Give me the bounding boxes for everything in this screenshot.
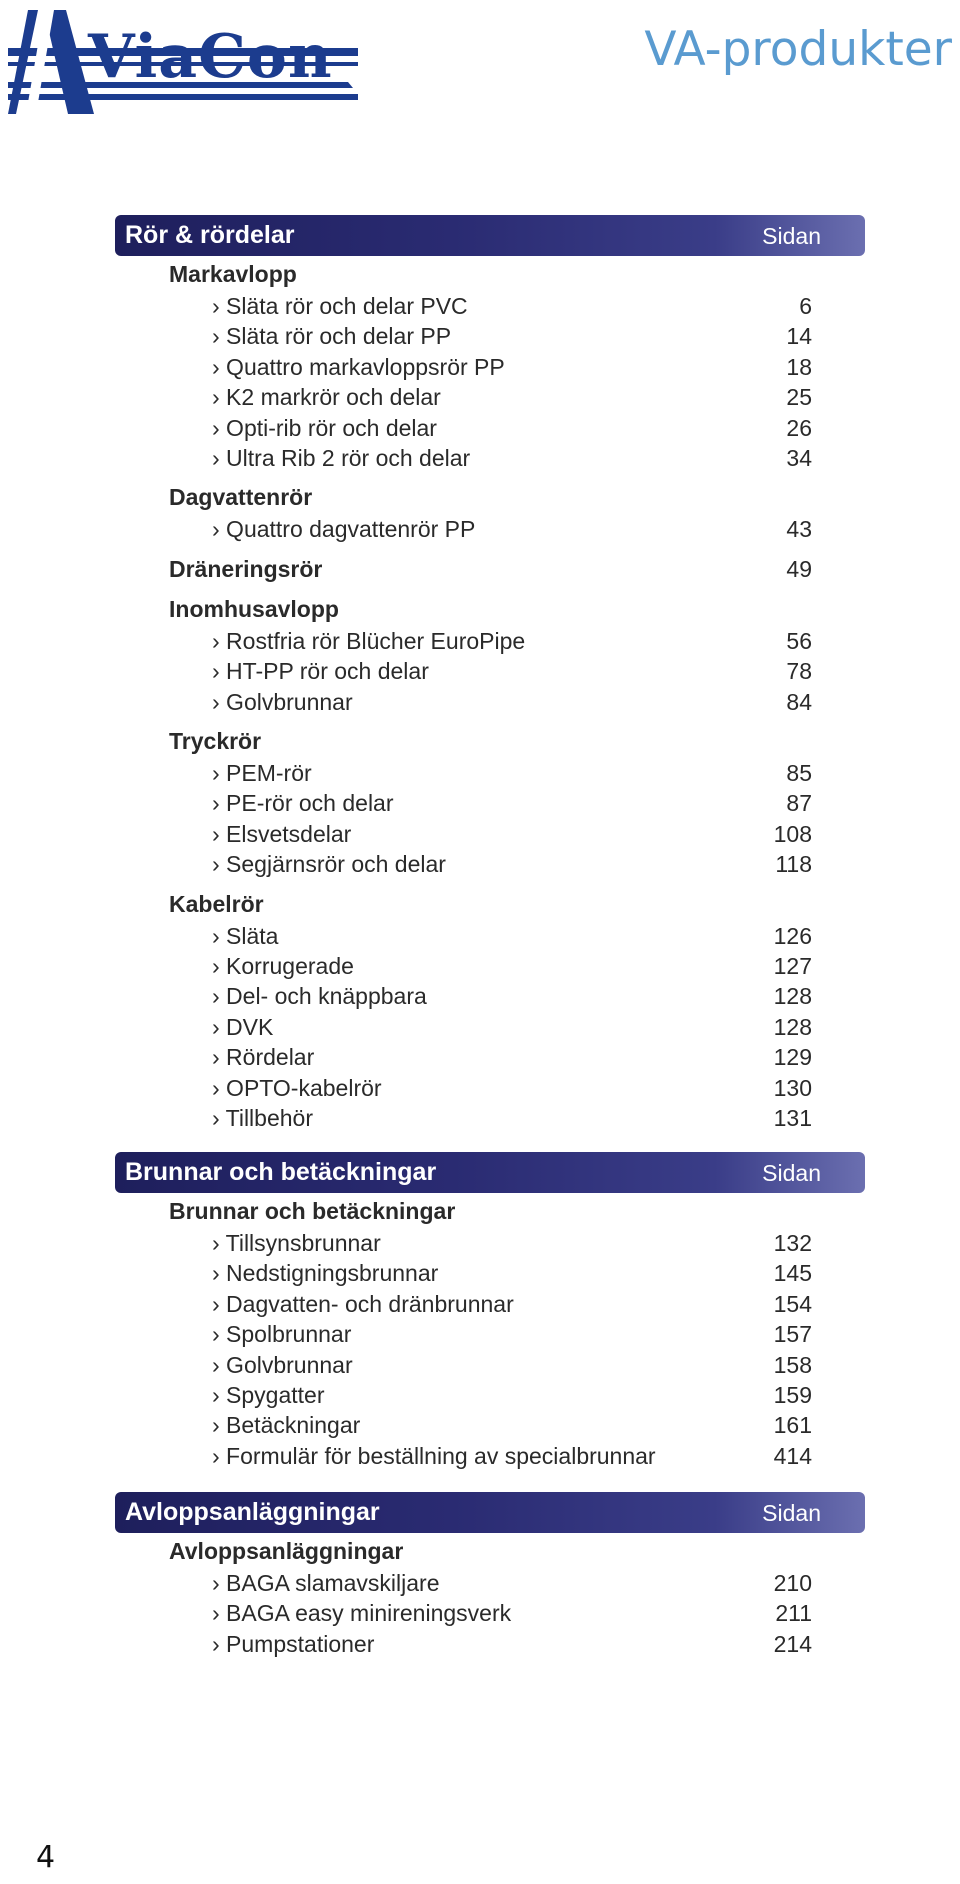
toc-entry-label: › Quattro dagvattenrör PP <box>212 516 476 543</box>
toc-entry-page-number: 214 <box>773 1630 812 1657</box>
logo-wordmark: ViaCon <box>88 22 333 92</box>
toc-entry-label: › Tillbehör <box>212 1105 313 1131</box>
toc-entry-label: › Korrugerade <box>212 953 354 979</box>
toc-entry-label: › Släta <box>212 922 279 949</box>
section-title: Rör & rördelar <box>125 221 295 249</box>
group-title: Dräneringsrör <box>169 555 323 582</box>
toc-entry-page-number: 18 <box>786 353 812 380</box>
toc-entry-page-number: 128 <box>773 983 812 1010</box>
toc-entry-page-number: 414 <box>773 1442 812 1469</box>
toc-entry-label: › Tillsynsbrunnar <box>212 1230 381 1256</box>
toc-entry-label: › K2 markrör och delar <box>212 384 441 411</box>
toc-entry-page-number: 161 <box>773 1412 812 1439</box>
toc-entry <box>0 1600 960 1630</box>
section-title: Brunnar och betäckningar <box>125 1158 437 1186</box>
toc-entry <box>0 1412 960 1442</box>
toc-entry-page-number: 131 <box>773 1105 812 1131</box>
page-heading: VA-produkter <box>644 22 952 77</box>
toc-entry-label: › HT-PP rör och delar <box>212 658 429 685</box>
group-title: Markavlopp <box>169 261 297 287</box>
section-header-bar <box>115 1152 865 1193</box>
group-title: Kabelrör <box>169 890 264 917</box>
toc-entry-label: › Dagvatten- och dränbrunnar <box>212 1290 514 1317</box>
section-page-label: Sidan <box>762 1160 821 1186</box>
toc-entry-page-number: 126 <box>773 922 812 949</box>
toc-entry-label: › PE-rör och delar <box>212 790 394 817</box>
toc-entry <box>0 445 960 475</box>
toc-entry-page-number: 127 <box>773 953 812 979</box>
page-header <box>0 0 960 130</box>
section-page-label: Sidan <box>762 223 821 249</box>
toc-entry-label: › Släta rör och delar PVC <box>212 293 468 319</box>
toc-entry-page-number: 132 <box>773 1230 812 1256</box>
toc-entry <box>0 323 960 353</box>
toc-entry-page-number: 210 <box>773 1570 812 1596</box>
toc-entry <box>0 1631 960 1661</box>
toc-entry <box>0 1321 960 1351</box>
toc-entry-page-number: 43 <box>786 516 812 543</box>
toc-entry-page-number: 14 <box>786 323 812 350</box>
toc-entry <box>0 953 960 983</box>
group-title: Avloppsanläggningar <box>169 1538 404 1564</box>
toc-entry-label: › Rördelar <box>212 1044 315 1071</box>
toc-entry-label: › Släta rör och delar PP <box>212 323 452 350</box>
toc-entry-label: › Segjärnsrör och delar <box>212 851 446 878</box>
toc-entry <box>0 821 960 851</box>
toc-entry-label: › DVK <box>212 1013 274 1040</box>
toc-entry-page-number: 145 <box>773 1260 812 1287</box>
toc-entry-label: › Betäckningar <box>212 1412 361 1439</box>
toc-entry-page-number: 157 <box>773 1321 812 1348</box>
toc-entry-label: › Formulär för beställning av specialbrunnar <box>212 1442 656 1469</box>
toc-entry <box>0 923 960 953</box>
viacon-logo <box>8 10 358 120</box>
toc-entry-page-number: 211 <box>775 1600 812 1627</box>
toc-entry-page-number: 34 <box>786 445 812 471</box>
toc-entry-label: › Spolbrunnar <box>212 1321 352 1348</box>
toc-entry-page-number: 158 <box>773 1351 812 1378</box>
toc-entry <box>0 1352 960 1382</box>
toc-entry-page-number: 159 <box>773 1382 812 1408</box>
toc-entry-label: › Rostfria rör Blücher EuroPipe <box>212 627 526 654</box>
toc-entry-page-number: 6 <box>799 293 812 319</box>
toc-entry-label: › PEM-rör <box>212 760 312 786</box>
toc-entry <box>0 1443 960 1473</box>
page-number: 4 <box>36 1840 56 1875</box>
toc-entry <box>0 1291 960 1321</box>
toc-entry <box>0 658 960 688</box>
toc-entry <box>0 293 960 323</box>
toc-entry-page-number: 85 <box>786 760 812 786</box>
group-title: Tryckrör <box>169 728 262 754</box>
group-title: Dagvattenrör <box>169 484 313 511</box>
section-header-bar <box>115 215 865 256</box>
group-title: Inomhusavlopp <box>169 595 339 622</box>
toc-entry-label: › OPTO-kabelrör <box>212 1074 382 1101</box>
toc-entry <box>0 760 960 790</box>
toc-entry-page-number: 129 <box>773 1044 812 1071</box>
toc-entry <box>0 790 960 820</box>
toc-entry-label: › Ultra Rib 2 rör och delar <box>212 445 471 471</box>
toc-entry-label: › BAGA easy minireningsverk <box>212 1600 512 1627</box>
toc-entry <box>0 354 960 384</box>
toc-entry-page-number: 108 <box>773 820 812 847</box>
toc-entry <box>0 851 960 881</box>
toc-entry <box>0 983 960 1013</box>
toc-entry-page-number: 26 <box>786 414 812 441</box>
toc-entry <box>0 689 960 719</box>
section-page-label: Sidan <box>762 1500 821 1526</box>
toc-entry <box>0 1075 960 1105</box>
group-page-number: 49 <box>786 555 812 582</box>
toc-entry-page-number: 84 <box>786 688 812 715</box>
toc-entry <box>0 1382 960 1412</box>
toc-entry-page-number: 154 <box>773 1290 812 1317</box>
toc-entry <box>0 516 960 546</box>
toc-entry <box>0 384 960 414</box>
toc-entry <box>0 1570 960 1600</box>
group-title: Brunnar och betäckningar <box>169 1198 456 1224</box>
toc-entry-page-number: 78 <box>786 658 812 685</box>
toc-entry <box>0 1044 960 1074</box>
section-header-bar <box>115 1492 865 1533</box>
toc-entry-label: › Opti-rib rör och delar <box>212 414 437 441</box>
toc-entry-page-number: 128 <box>773 1013 812 1040</box>
toc-entry <box>0 628 960 658</box>
toc-entry-page-number: 87 <box>786 790 812 817</box>
toc-entry <box>0 1230 960 1260</box>
toc-entry-label: › Nedstigningsbrunnar <box>212 1260 439 1287</box>
toc-entry-label: › Spygatter <box>212 1382 325 1408</box>
toc-entry-label: › Del- och knäppbara <box>212 983 427 1010</box>
toc-entry-page-number: 130 <box>773 1074 812 1101</box>
toc-entry <box>0 1260 960 1290</box>
toc-entry-page-number: 25 <box>786 384 812 411</box>
toc-entry-page-number: 56 <box>786 627 812 654</box>
toc-entry <box>0 415 960 445</box>
toc-entry-label: › Golvbrunnar <box>212 1351 353 1378</box>
toc-entry-label: › Pumpstationer <box>212 1630 375 1657</box>
toc-entry-label: › Quattro markavloppsrör PP <box>212 353 505 380</box>
toc-entry-page-number: 118 <box>775 851 812 878</box>
section-title: Avloppsanläggningar <box>125 1498 380 1526</box>
toc-entry <box>0 1105 960 1135</box>
toc-entry <box>0 1014 960 1044</box>
toc-entry-label: › Golvbrunnar <box>212 688 353 715</box>
toc-entry-label: › BAGA slamavskiljare <box>212 1570 440 1596</box>
toc-entry-label: › Elsvetsdelar <box>212 820 352 847</box>
